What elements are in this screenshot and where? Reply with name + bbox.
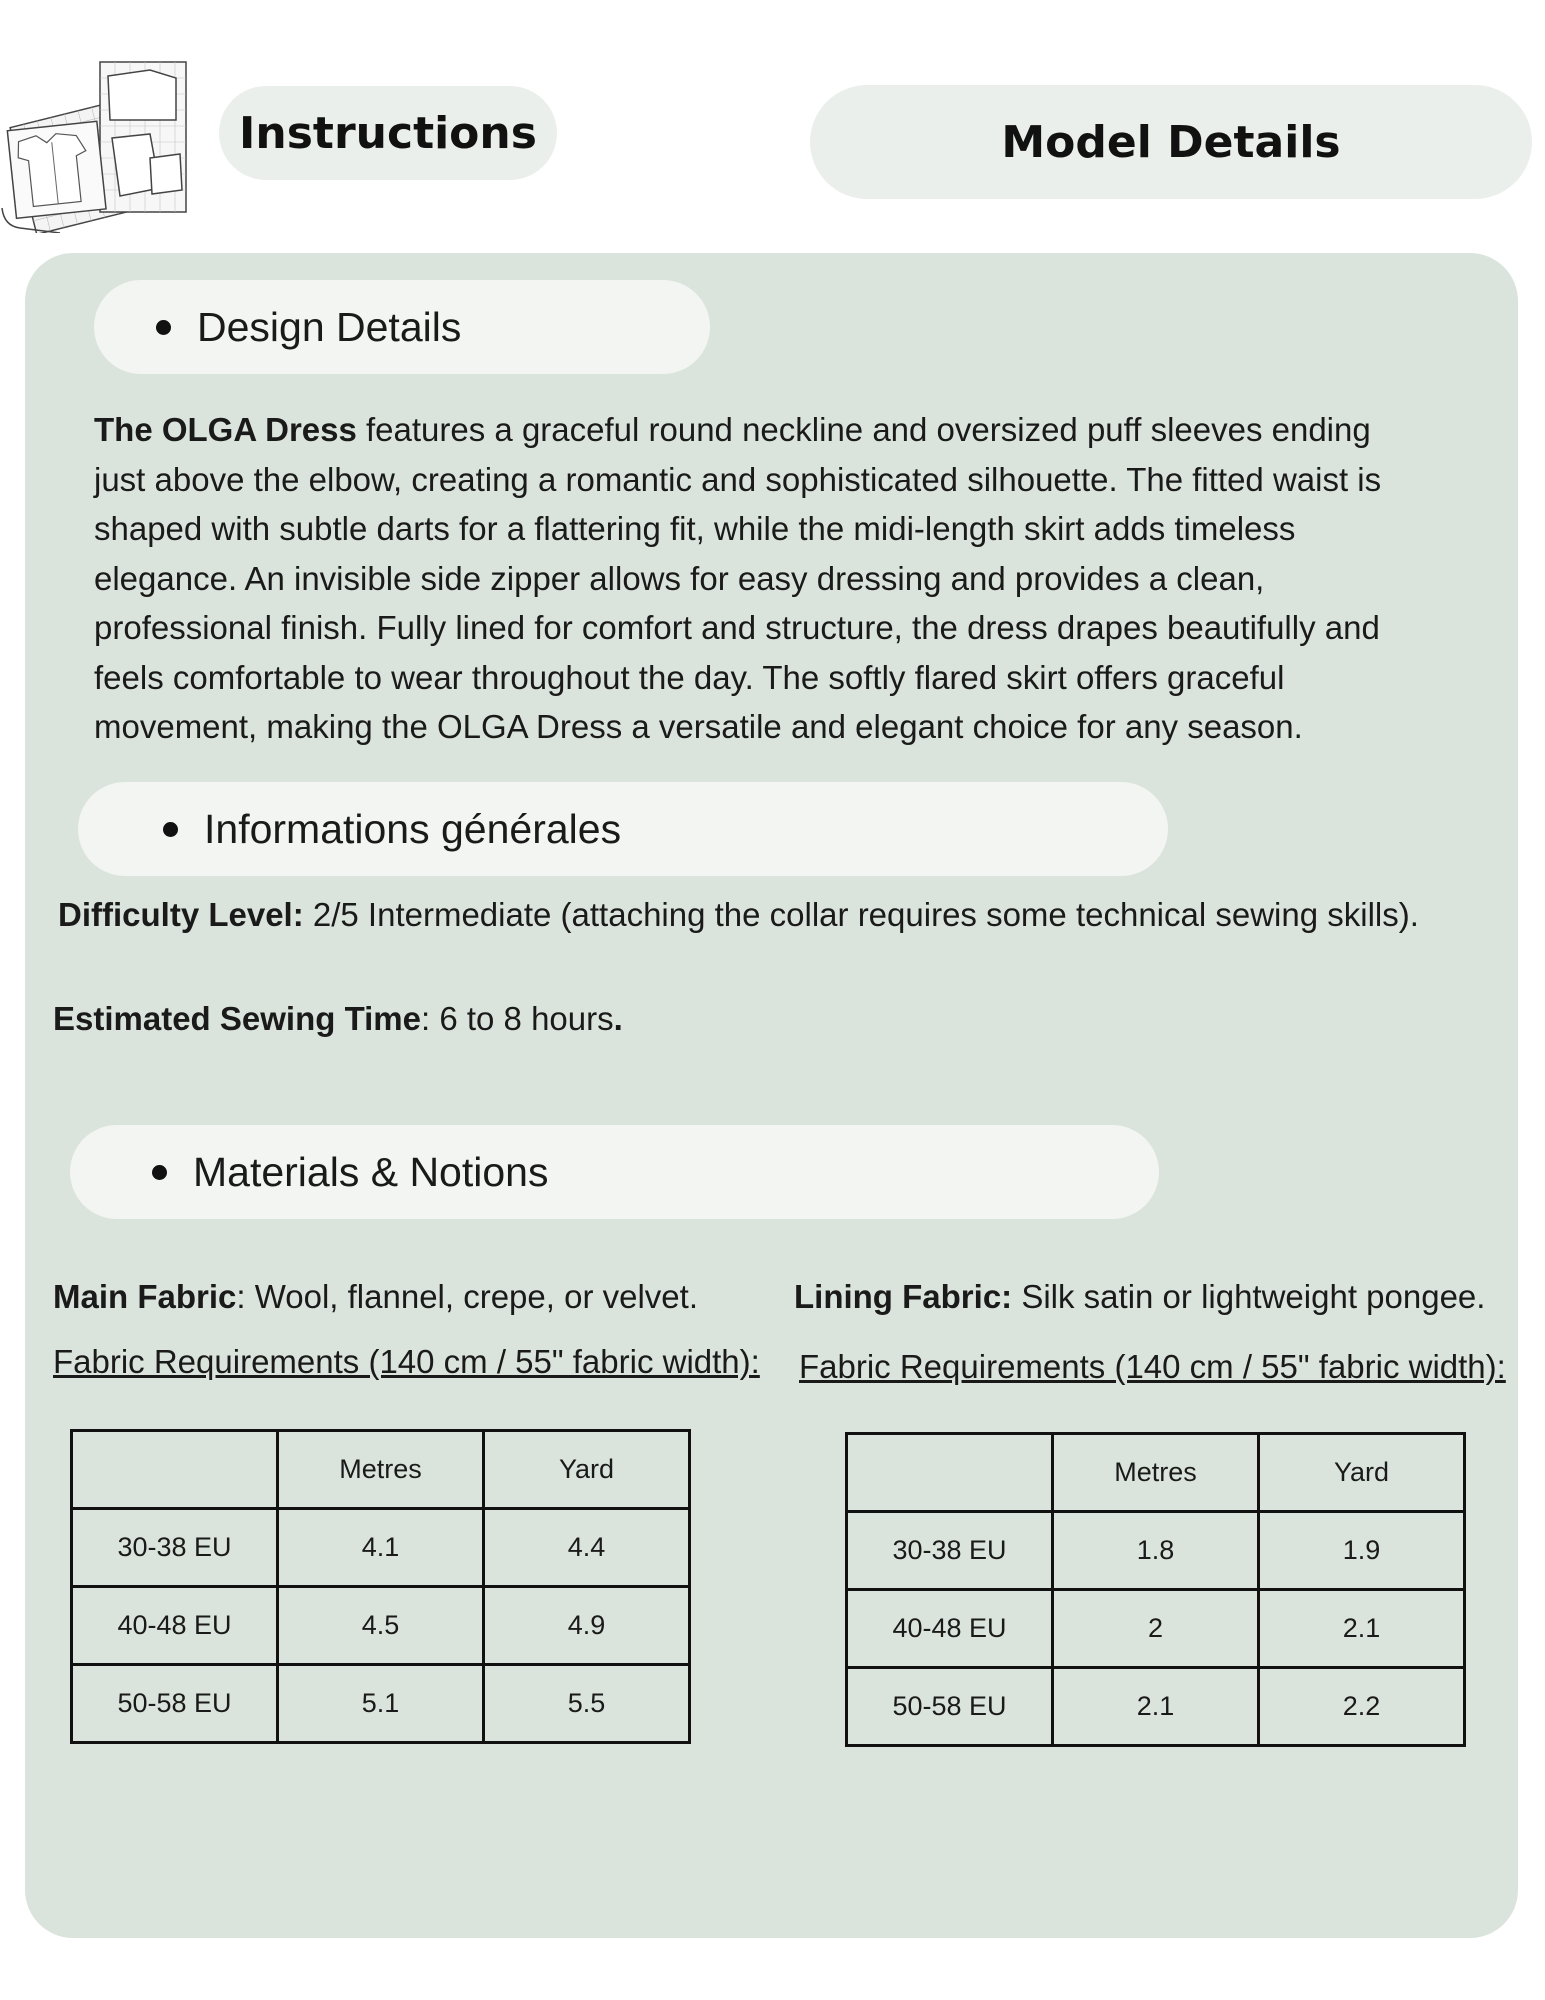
sewing-time-end: . [613,1000,623,1037]
table-header-cell: Metres [1053,1434,1259,1512]
table-header-cell: Metres [278,1431,484,1509]
table-cell: 30-38 EU [72,1509,278,1587]
difficulty-label: Difficulty Level: [58,896,304,933]
table-header-row [72,1431,690,1509]
table-cell: 50-58 EU [72,1665,278,1743]
lining-fabric-label: Lining Fabric: [794,1278,1013,1315]
lining-fabric-value: Silk satin or lightweight pongee. [1012,1278,1486,1315]
main-fabric-label: Main Fabric [53,1278,237,1315]
table-row [847,1668,1465,1746]
table-row [72,1509,690,1587]
design-details-heading [94,280,710,374]
sewing-time-line [53,1000,623,1038]
dress-name: The OLGA Dress [94,411,357,448]
table-cell: 4.5 [278,1587,484,1665]
table-cell: 4.4 [484,1509,690,1587]
sewing-time-value: : 6 to 8 hours [421,1000,614,1037]
table-cell: 2 [1053,1590,1259,1668]
materials-heading [70,1125,1159,1219]
sewing-time-label: Estimated Sewing Time [53,1000,421,1037]
instructions-label: Instructions [239,107,537,159]
sewing-pattern-icon [0,58,190,233]
main-fabric-line [53,1278,698,1316]
table-header-cell [847,1434,1053,1512]
table-cell: 2.1 [1259,1590,1465,1668]
bullet-icon [152,1165,167,1180]
design-details-title: Design Details [197,303,462,350]
difficulty-line [58,896,1419,934]
bullet-icon [156,320,171,335]
table-cell: 50-58 EU [847,1668,1053,1746]
table-cell: 30-38 EU [847,1512,1053,1590]
table-cell: 4.1 [278,1509,484,1587]
main-fabric-requirements: Fabric Requirements (140 cm / 55" fabric width): [53,1343,760,1380]
table-cell: 40-48 EU [847,1590,1053,1668]
lining-fabric-table [845,1432,1466,1747]
main-fabric-value: : Wool, flannel, crepe, or velvet. [236,1278,698,1315]
table-row [72,1587,690,1665]
design-description [94,405,1424,752]
table-cell: 5.5 [484,1665,690,1743]
difficulty-value: 2/5 Intermediate (attaching the collar requires some technical sewing skills). [303,896,1419,933]
table-row [847,1590,1465,1668]
model-details-tab[interactable] [810,85,1532,199]
table-header-cell [72,1431,278,1509]
table-cell: 40-48 EU [72,1587,278,1665]
table-cell: 4.9 [484,1587,690,1665]
lining-fabric-requirements: Fabric Requirements (140 cm / 55" fabric width): [799,1348,1506,1385]
table-header-cell: Yard [484,1431,690,1509]
table-header-row [847,1434,1465,1512]
general-info-heading [78,782,1168,876]
general-info-title: Informations générales [204,805,622,852]
table-row [847,1512,1465,1590]
table-cell: 1.9 [1259,1512,1465,1590]
lining-fabric-line [794,1278,1485,1316]
bullet-icon [163,822,178,837]
model-details-label: Model Details [1001,116,1341,168]
table-cell: 1.8 [1053,1512,1259,1590]
main-fabric-table [70,1429,691,1744]
design-paragraph: features a graceful round neckline and oversized puff sleeves ending just above the elbow, creating a romantic and sophisticated silhouette. The fitted waist is shaped with subtle darts for a flattering fit, while the midi-length skirt adds timeless elegance. An invisible side zipper allows for easy dressing and provides a clean, professional finish. Fully lined for comfort and structure, the dress drapes beautifully and feels comfortable to wear throughout the day. The softly flared skirt offers graceful movement, making the OLGA Dress a versatile and elegant choice for any season. [94,411,1382,745]
table-cell: 2.2 [1259,1668,1465,1746]
table-header-cell: Yard [1259,1434,1465,1512]
table-cell: 2.1 [1053,1668,1259,1746]
table-cell: 5.1 [278,1665,484,1743]
instructions-tab[interactable] [219,86,557,180]
materials-title: Materials & Notions [193,1148,549,1195]
table-row [72,1665,690,1743]
